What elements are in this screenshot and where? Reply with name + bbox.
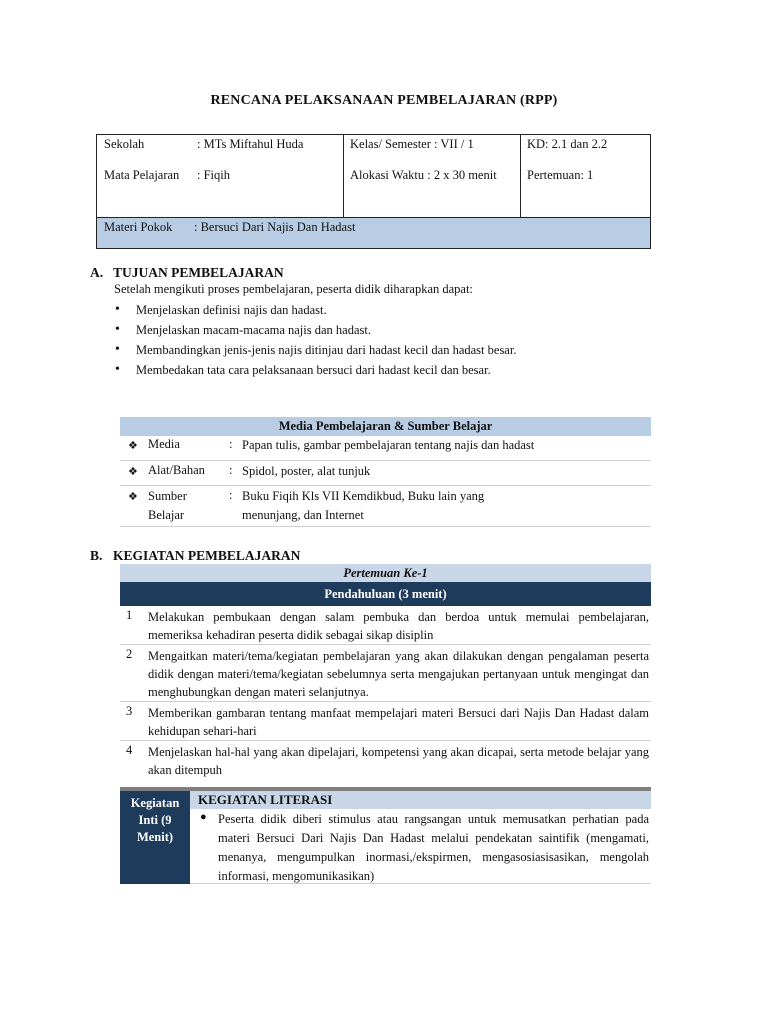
document-title: RENCANA PELAKSANAAN PEMBELAJARAN (RPP) — [210, 93, 558, 108]
mapel-label: Mata Pelajaran — [104, 168, 180, 182]
info-col-kd — [520, 135, 650, 217]
kegiatan-inti-label: Kegiatan Inti (9 Menit) — [120, 791, 190, 884]
diamond-bullet-icon: ❖ — [128, 491, 138, 503]
table-row: ❖ Media : Papan tulis, gambar pembelajaran tentang najis dan hadast — [120, 436, 651, 461]
media-table — [120, 417, 651, 527]
table-row: ❖ Sumber Belajar : Buku Fiqih Kls VII Kemdikbud, Buku lain yang menunjang, dan Internet — [120, 486, 651, 527]
alokasi-waktu: Alokasi Waktu : 2 x 30 menit — [350, 168, 497, 182]
tujuan-list — [114, 301, 516, 381]
kd: KD: 2.1 dan 2.2 — [527, 137, 608, 151]
materi-label: Materi Pokok — [104, 220, 173, 234]
table-row: ❖ Alat/Bahan : Spidol, poster, alat tunjuk — [120, 461, 651, 486]
list-item: • Menjelaskan definisi najis dan hadast. — [114, 301, 516, 321]
diamond-bullet-icon: ❖ — [128, 466, 138, 478]
table-row: 3 Memberikan gambaran tentang manfaat mempelajari materi Bersuci dari Najis Dan Hadast dalam kehidupan sehari-hari — [120, 702, 651, 741]
media-table-header: Media Pembelajaran & Sumber Belajar — [120, 417, 651, 436]
materi-pokok-row — [97, 217, 650, 248]
info-col-class — [343, 135, 521, 217]
divider — [190, 883, 651, 884]
mapel-value: : Fiqih — [197, 168, 230, 182]
section-b-heading: B. KEGIATAN PEMBELAJARAN — [90, 548, 301, 563]
pertemuan-heading: Pertemuan Ke-1 — [120, 564, 651, 582]
section-a-intro: Setelah mengikuti proses pembelajaran, peserta didik diharapkan dapat: — [114, 282, 473, 296]
kegiatan-inti-row — [120, 791, 651, 884]
diamond-bullet-icon: ❖ — [128, 440, 138, 452]
pertemuan: Pertemuan: 1 — [527, 168, 594, 182]
sekolah-label: Sekolah — [104, 137, 145, 151]
sekolah-value: : MTs Miftahul Huda — [197, 137, 304, 151]
table-row: 4 Menjelaskan hal-hal yang akan dipelajari, kompetensi yang akan dicapai, serta metode belajar yang akan ditempuh — [126, 743, 649, 777]
table-row: 1 Melakukan pembukaan dengan salam pembuka dan berdoa untuk memulai pembelajaran, memeriksa kehadiran peserta didik sebagai sikap disiplin — [120, 606, 651, 645]
info-col-school — [97, 135, 344, 217]
list-item: • Menjelaskan macam-macama najis dan hadast. — [114, 321, 516, 341]
kegiatan-table — [120, 564, 651, 884]
materi-value: : Bersuci Dari Najis Dan Hadast — [194, 220, 356, 234]
kelas-semester: Kelas/ Semester : VII / 1 — [350, 137, 474, 151]
list-item: • Membedakan tata cara pelaksanaan bersuci dari hadast kecil dan besar. — [114, 361, 516, 381]
bullet-icon: ● — [200, 811, 207, 823]
pendahuluan-heading: Pendahuluan (3 menit) — [120, 582, 651, 606]
info-table — [96, 134, 651, 249]
literasi-heading: KEGIATAN LITERASI — [190, 791, 651, 809]
list-item: • Membandingkan jenis-jenis najis ditinjau dari hadast kecil dan hadast besar. — [114, 341, 516, 361]
literasi-text: Peserta didik diberi stimulus atau rangsangan untuk memusatkan perhatian pada materi Bersuci Dari Najis Dan Hadast melalui pendekatan saintifik (mengamati, menanya, mengumpulkan inormasi,/ekspirmen, mengasosiasisasikan, mengolah informasi, mengomunikasikan) — [218, 812, 649, 883]
table-row: 2 Mengaitkan materi/tema/kegiatan pembelajaran yang akan dilakukan dengan pengalaman peserta didik dengan materi/tema/kegiatan sebelumnya serta mengajukan pertanyaan untuk mengingat dan menghubungkan dengan materi selanjutnya. — [120, 645, 651, 702]
section-a-heading: A. TUJUAN PEMBELAJARAN — [90, 265, 284, 280]
